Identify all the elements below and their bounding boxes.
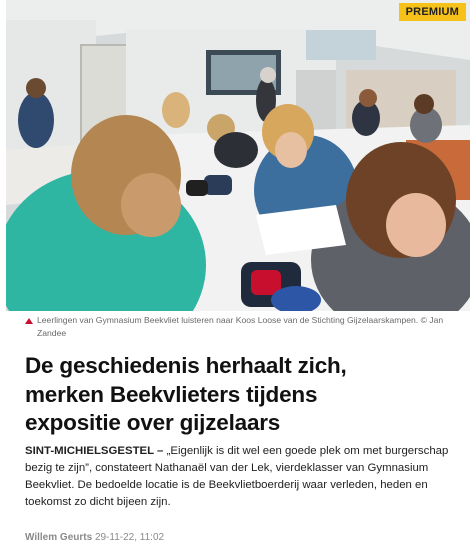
headline-line-2: merken Beekvlieters tijdens [25, 381, 318, 407]
article-photo[interactable] [6, 0, 470, 311]
article-lead [25, 443, 455, 511]
classroom-photo [6, 0, 470, 311]
headline-line-1: De geschiedenis herhaalt zich, [25, 353, 347, 378]
headline-line-3: expositie over gijzelaars [25, 410, 281, 435]
triangle-up-icon [25, 318, 33, 324]
article-headline[interactable] [25, 352, 455, 438]
dateline: SINT-MICHIELSGESTEL – [25, 445, 164, 457]
byline [25, 532, 164, 543]
premium-badge[interactable]: PREMIUM [399, 3, 466, 21]
photo-caption: Leerlingen van Gymnasium Beekvliet luisteren naar Koos Loose van de Stichting Gijzelaarskampen. © Jan Zandee [37, 315, 444, 338]
lead-text: „Eigenlijk is dit wel een goede plek om met burgerschap bezig te zijn”, constateert Nathanaël van der Lek, vierdeklasser van Gymnasium Beekvliet. De bedoelde locatie is de Beekvlietboerderij waar verleden, heden en toekomst zo dicht bijeen zijn. [25, 445, 449, 508]
author-name[interactable]: Willem Geurts [25, 532, 93, 543]
publish-date: 29-11-22, 11:02 [94, 532, 165, 543]
